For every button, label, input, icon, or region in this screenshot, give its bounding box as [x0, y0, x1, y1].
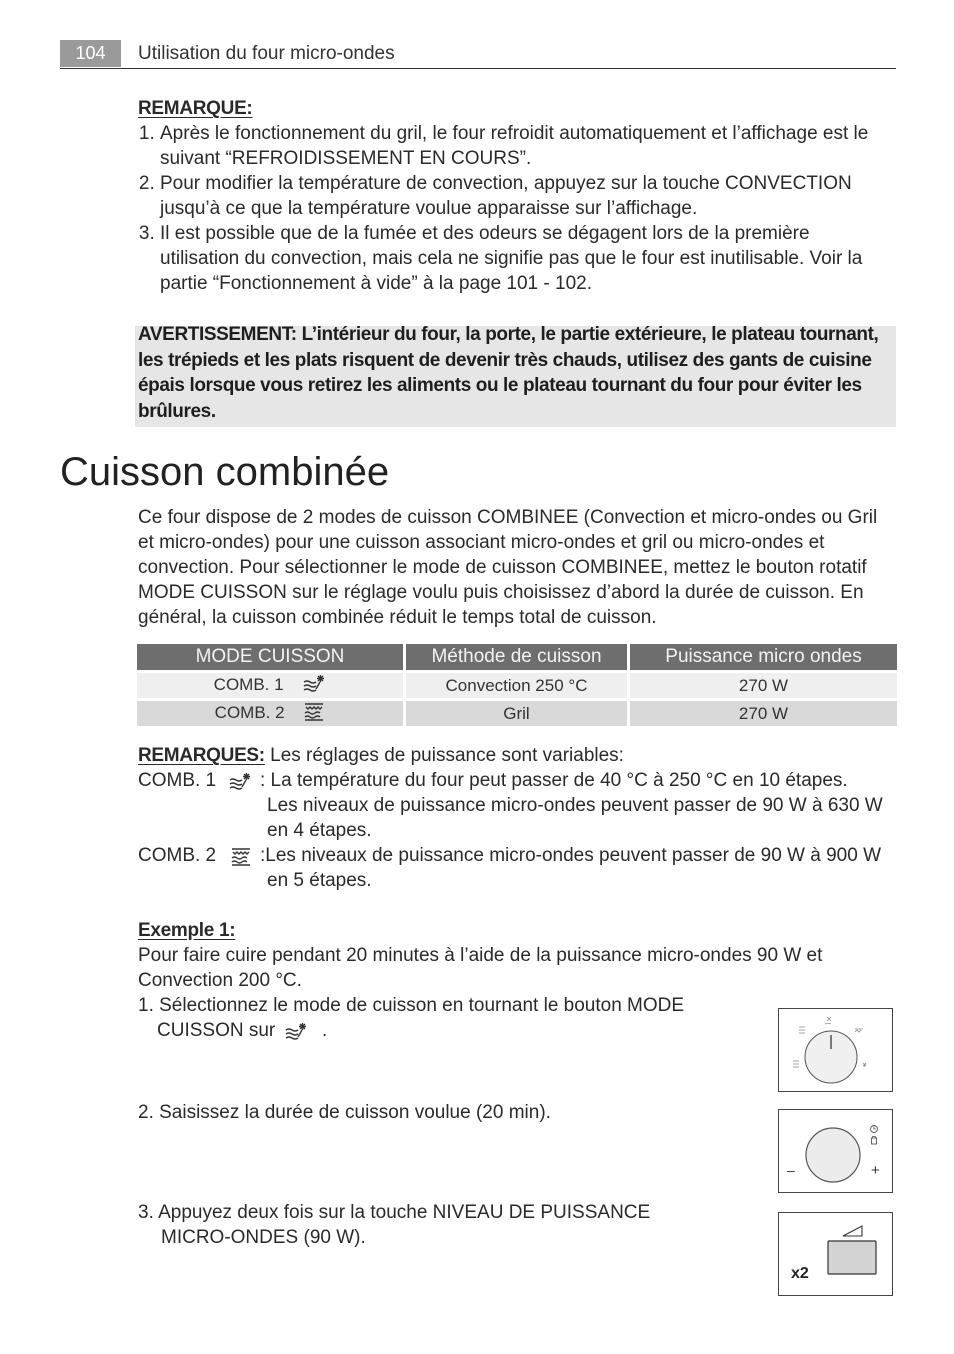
- mode-cuisson-knob-icon: [779, 1009, 892, 1091]
- convection-microwave-icon: [228, 771, 252, 796]
- remarque-block: [138, 96, 888, 296]
- remarque-item: 1. Après le fonctionnement du gril, le four refroidit automatiquement et l’affichage est le suivant “REFROIDISSEMENT EN COURS”.: [160, 121, 888, 171]
- step-3-cont: MICRO-ONDES (90 W).: [161, 1227, 366, 1248]
- cooking-modes-table: [134, 641, 900, 729]
- mode-label: COMB. 2: [214, 702, 285, 722]
- header-title: Utilisation du four micro-ondes: [138, 43, 395, 64]
- example-intro: Pour faire cuire pendant 20 minutes à l’aide de la puissance micro-ondes 90 W et Convection 200 °C.: [138, 945, 823, 991]
- press-count: x2: [791, 1265, 809, 1282]
- remarque-heading: REMARQUE:: [138, 98, 253, 119]
- example-heading: Exemple 1:: [138, 920, 236, 941]
- power-level-panel: [778, 1212, 893, 1296]
- table-header: MODE CUISSON: [137, 644, 403, 670]
- table-header: Puissance micro ondes: [630, 644, 897, 670]
- comb1-text: en 4 étapes.: [267, 820, 372, 841]
- remarque-item: 2. Pour modifier la température de convection, appuyez sur la touche CONVECTION jusqu’à ce que la température voulue apparaisse sur l’affichage.: [160, 171, 888, 221]
- page-number: 104: [60, 40, 121, 67]
- table-row: [137, 673, 897, 698]
- remarques-heading: REMARQUES:: [138, 745, 265, 766]
- time-knob-panel: [778, 1109, 893, 1193]
- section-title: Cuisson combinée: [60, 450, 390, 494]
- grill-microwave-icon: [303, 701, 325, 726]
- comb2-text: :Les niveaux de puissance micro-ondes peuvent passer de 90 W à 900 W: [260, 845, 882, 866]
- step-1: 1. Sélectionnez le mode de cuisson en tournant le bouton MODE: [138, 995, 685, 1016]
- comb1-label: COMB. 1: [138, 770, 217, 791]
- table-cell-method: Convection 250 °C: [406, 673, 627, 698]
- comb1-text: : La température du four peut passer de 40 °C à 250 °C en 10 étapes.: [260, 770, 848, 791]
- mode-dial-panel: [778, 1008, 893, 1092]
- table-cell-power: 270 W: [630, 701, 897, 726]
- remarques-intro: Les réglages de puissance sont variables:: [264, 745, 624, 766]
- table-header: Méthode de cuisson: [406, 644, 627, 670]
- warning-text: AVERTISSEMENT: L’intérieur du four, la porte, le partie extérieure, le plateau tournant, les trépieds et les plats risquent de devenir très chauds, utilisez des gants de cuisine épais lorsque vous retirez les aliments ou le plateau tournant du four pour éviter les brûlures.: [138, 324, 879, 422]
- section-intro: Ce four dispose de 2 modes de cuisson COMBINEE (Convection et micro-ondes ou Gril et micro-ondes) pour une cuisson associant micro-ondes et gril ou micro-ondes et convection. Pour sélectionner le mode de cuisson COMBINEE, mettez le bouton rotatif MODE CUISSON sur le réglage voulu puis choisissez d’abord la durée de cuisson. En général, la cuisson combinée réduit le temps total de cuisson.: [138, 507, 878, 628]
- minus-label: –: [787, 1162, 795, 1178]
- step-3: 3. Appuyez deux fois sur la touche NIVEAU DE PUISSANCE: [138, 1202, 651, 1223]
- comb2-text: en 5 étapes.: [267, 870, 372, 891]
- step-1-end: .: [322, 1020, 328, 1041]
- plus-label: +: [871, 1162, 880, 1179]
- remarque-item: 3. Il est possible que de la fumée et des odeurs se dégagent lors de la première utilisation du convection, mais cela ne signifie pas que le four est inutilisable. Voir la partie “Fonctionnement à vide” à la page 101 - 102.: [160, 221, 888, 296]
- header-divider: [60, 68, 896, 69]
- convection-microwave-icon: [302, 673, 326, 698]
- comb2-label: COMB. 2: [138, 845, 217, 866]
- remarques-line: [138, 743, 624, 768]
- step-2: 2. Saisissez la durée de cuisson voulue (20 min).: [138, 1102, 551, 1123]
- comb1-text: Les niveaux de puissance micro-ondes peuvent passer de 90 W à 630 W: [267, 795, 883, 816]
- table-cell-method: Gril: [406, 701, 627, 726]
- remarque-list: [138, 121, 888, 296]
- table-cell-mode: [137, 701, 403, 726]
- table-header-row: [137, 644, 897, 670]
- time-knob-icon: [779, 1110, 892, 1192]
- step-1-cont: CUISSON sur: [157, 1020, 276, 1041]
- table-cell-mode: [137, 673, 403, 698]
- table-cell-power: 270 W: [630, 673, 897, 698]
- table-row: [137, 701, 897, 726]
- mode-label: COMB. 1: [213, 674, 284, 694]
- convection-microwave-icon: [284, 1021, 308, 1046]
- grill-microwave-icon: [230, 846, 252, 871]
